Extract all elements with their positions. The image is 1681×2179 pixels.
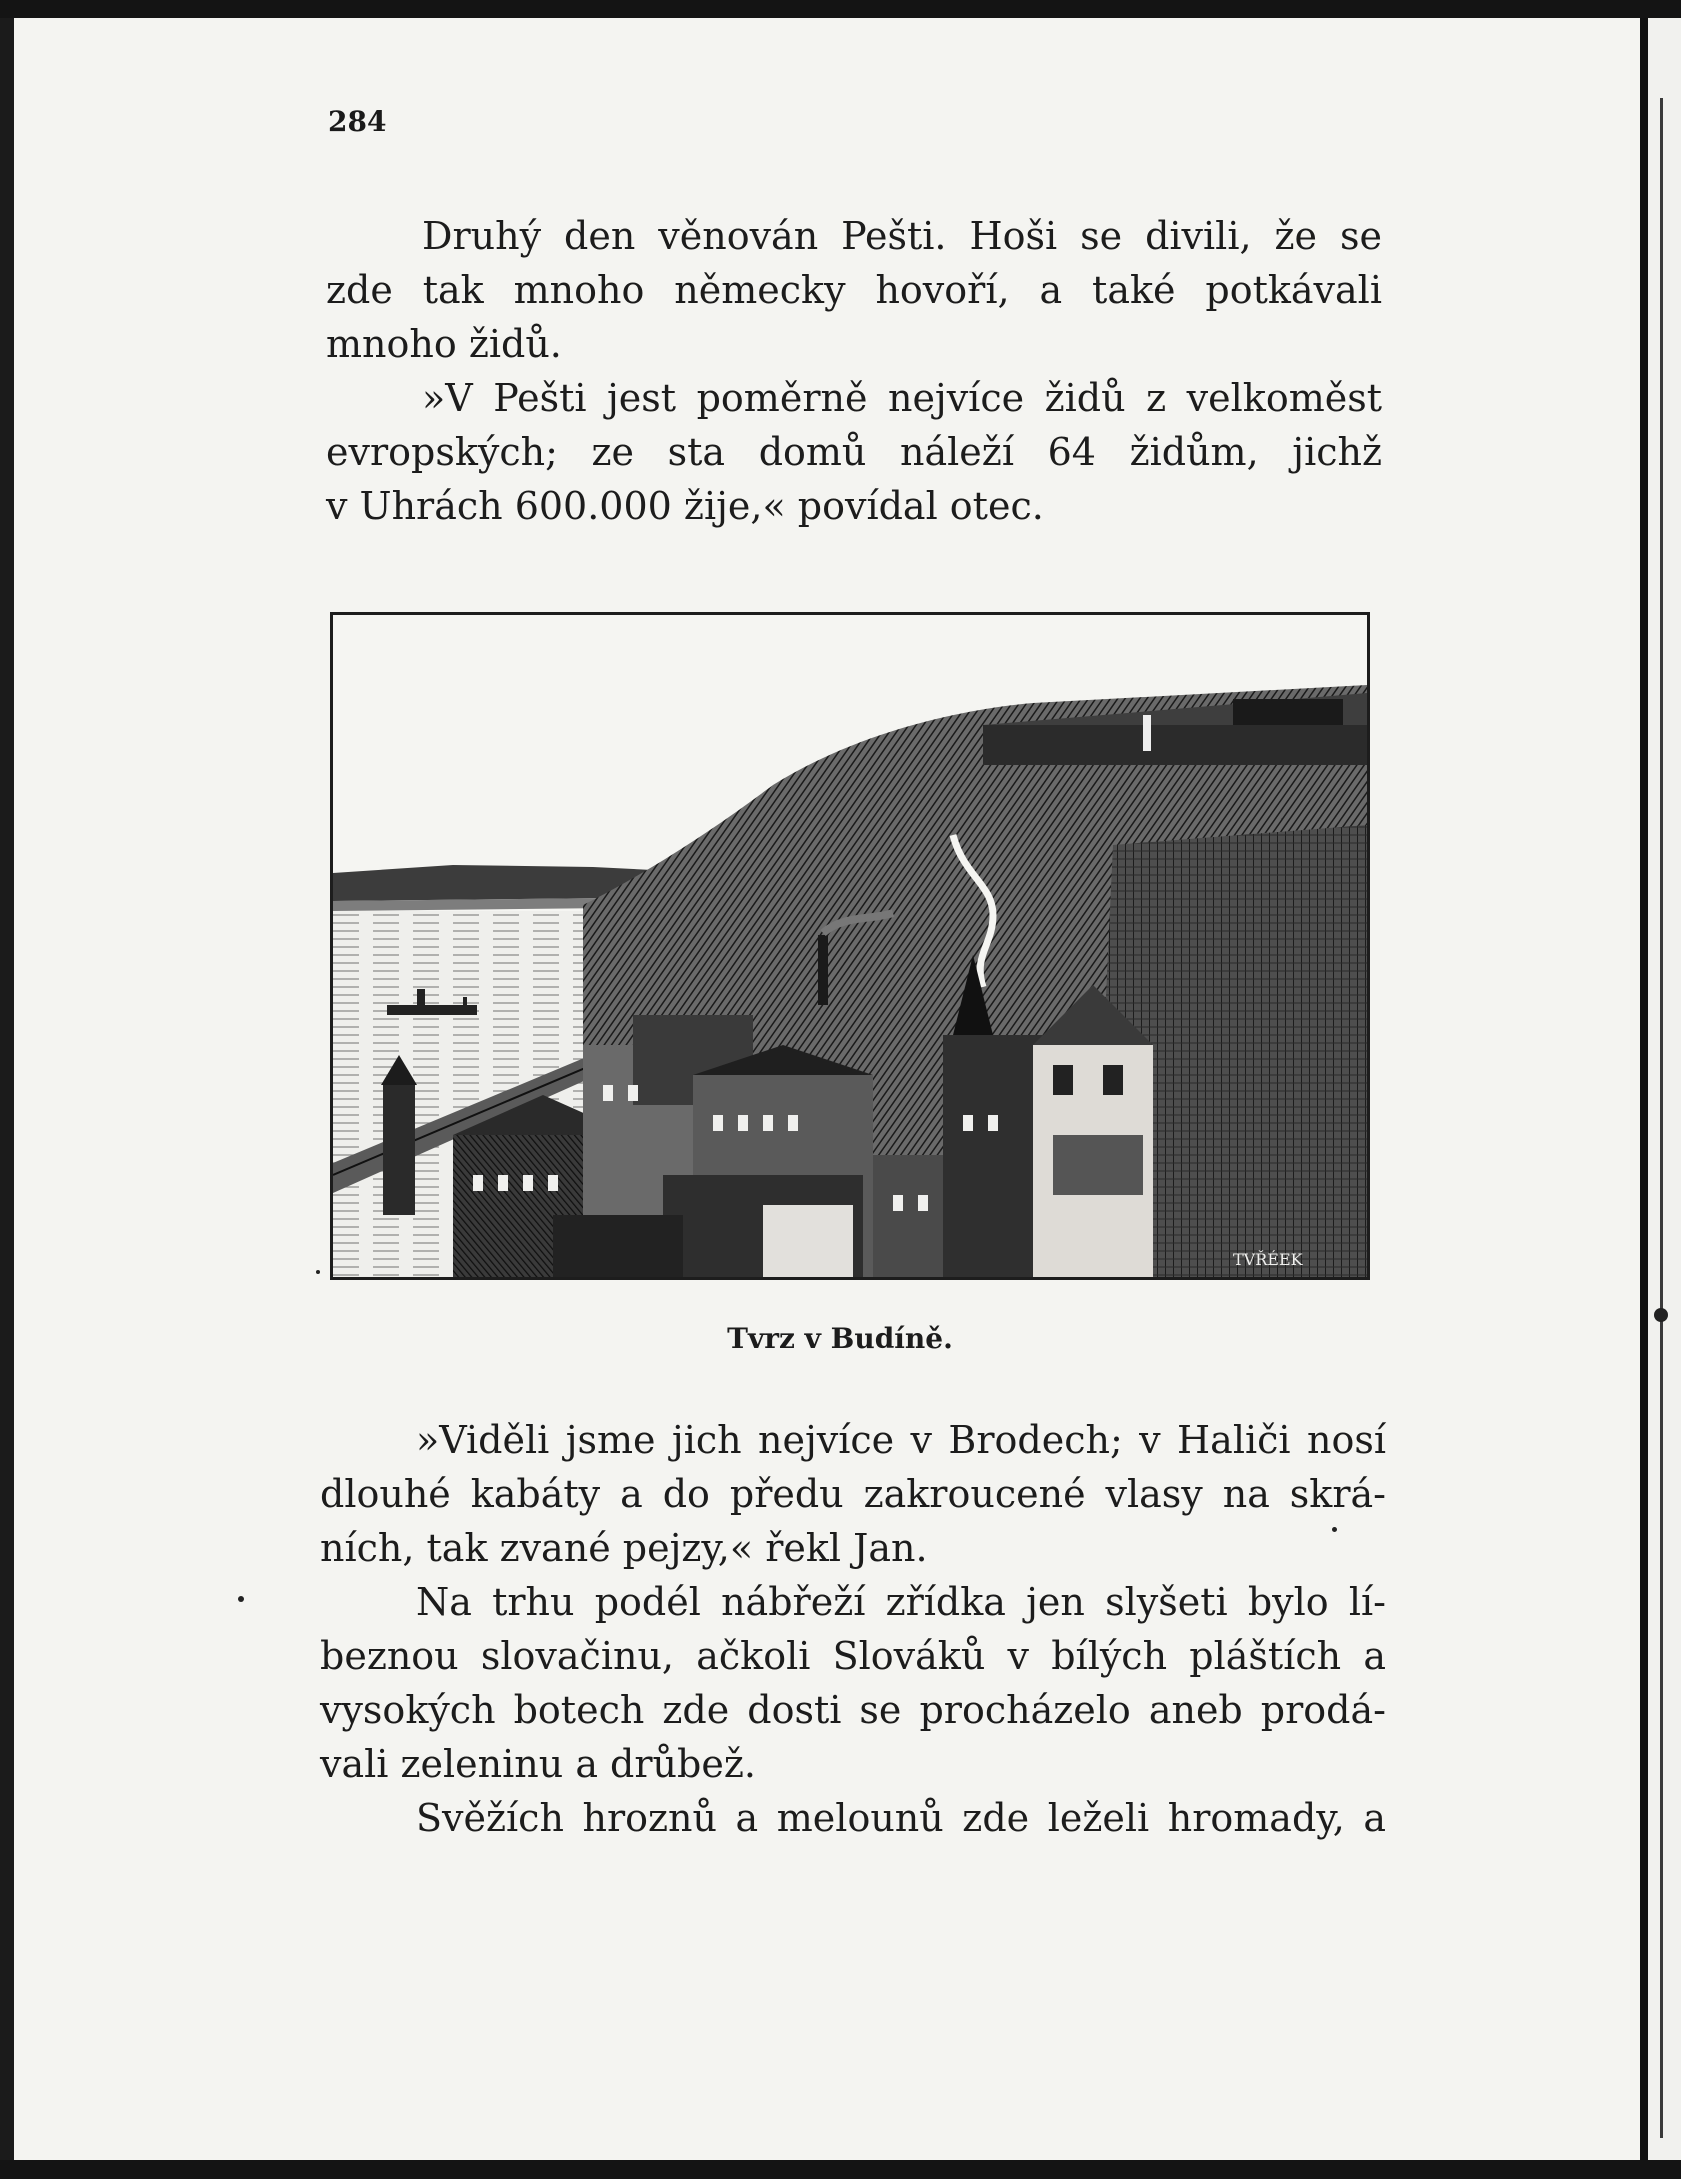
engraver-signature: TVŘÉEK xyxy=(1233,1250,1303,1269)
text-line: v Uhrách 600.000 žije,« povídal otec. xyxy=(326,484,1044,528)
text-line: dlouhé kabáty a do předu zakroucené vlasy na skrá- xyxy=(320,1472,1386,1516)
text-line: vali zeleninu a drůbež. xyxy=(320,1742,756,1786)
text-line: »V Pešti jest poměrně nejvíce židů z velkoměst xyxy=(422,376,1382,420)
adjacent-page-edge xyxy=(1648,18,1681,2160)
text-line: Svěžích hroznů a melounů zde leželi hromady, a xyxy=(416,1796,1386,1840)
scan-border-bottom xyxy=(0,2160,1681,2179)
scan-speck xyxy=(1332,1527,1337,1532)
scan-speck xyxy=(238,1596,244,1602)
text-line: zde tak mnoho německy hovoří, a také potkávali xyxy=(326,268,1382,312)
text-line: evropských; ze sta domů náleží 64 židům, jichž xyxy=(326,430,1382,474)
page-gutter-edge xyxy=(1640,18,1648,2160)
scan-border-top xyxy=(0,0,1681,18)
text-line: vysokých botech zde dosti se procházelo aneb prodá- xyxy=(320,1688,1386,1732)
text-block-bottom xyxy=(320,1413,1386,1845)
engraving xyxy=(333,615,1367,1277)
page-number: 284 xyxy=(328,105,387,138)
adjacent-page-mark xyxy=(1654,1308,1668,1322)
text-line: beznou slovačinu, ačkoli Slováků v bílých pláštích a xyxy=(320,1634,1386,1678)
text-block-top xyxy=(326,209,1382,533)
figure-caption: Tvrz v Budíně. xyxy=(727,1322,953,1355)
text-line: mnoho židů. xyxy=(326,322,562,366)
text-line: Druhý den věnován Pešti. Hoši se divili, že se xyxy=(422,214,1382,258)
text-line: Na trhu podél nábřeží zřídka jen slyšeti bylo lí- xyxy=(416,1580,1386,1624)
text-line: »Viděli jsme jich nejvíce v Brodech; v Haliči nosí xyxy=(416,1418,1386,1462)
adjacent-page-rule xyxy=(1660,98,1663,2138)
text-line: ních, tak zvané pejzy,« řekl Jan. xyxy=(320,1526,928,1570)
illustration-budin-fortress xyxy=(330,612,1370,1280)
scan-speck xyxy=(316,1270,320,1274)
